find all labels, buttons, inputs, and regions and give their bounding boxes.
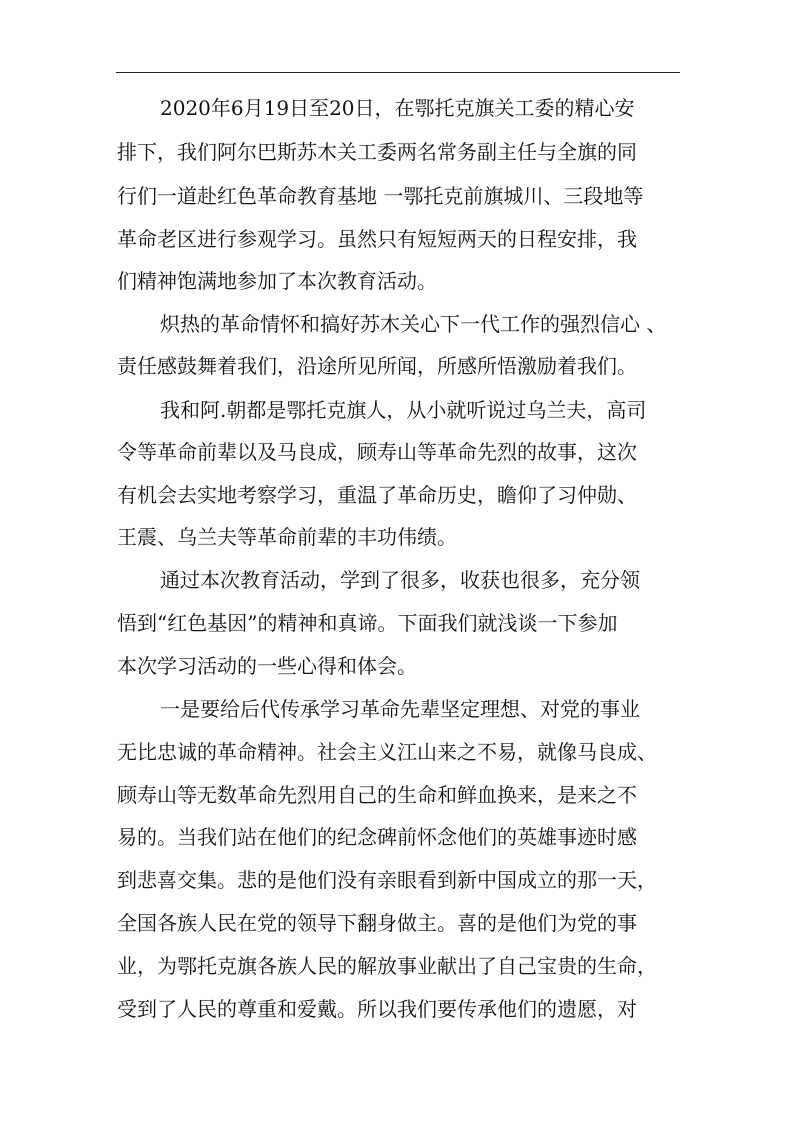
text-line: 王震、乌兰夫等革命前辈的丰功伟绩。 <box>117 525 457 549</box>
text-line: 业，为鄂托克旗各族人民的解放事业献出了自己宝贵的生命， <box>117 954 657 978</box>
text-line: 责任感鼓舞着我们，沿途所见所闻，所感所悟激励着我们。 <box>117 354 637 378</box>
text-line: 我和阿.朝都是鄂托克旗人，从小就听说过乌兰夫，高司 <box>160 398 647 422</box>
text-line: 全国各族人民在党的领导下翻身做主。喜的是他们为党的事 <box>117 911 637 935</box>
text-line: 顾寿山等无数革命先烈用自己的生命和鲜血换来，是来之不 <box>117 783 637 807</box>
text-line: 易的。当我们站在他们的纪念碑前怀念他们的英雄事迹时感 <box>117 825 637 849</box>
text-line: 革命老区进行参观学习。虽然只有短短两天的日程安排，我 <box>117 227 637 251</box>
text-line: 到悲喜交集。悲的是他们没有亲眼看到新中国成立的那一天， <box>117 868 657 892</box>
text-line: 排下，我们阿尔巴斯苏木关工委两名常务副主任与全旗的同 <box>117 140 637 164</box>
header-rule <box>116 72 680 73</box>
text-line: 一是要给后代传承学习革命先辈坚定理想、对党的事业 <box>160 697 640 721</box>
text-line: 们精神饱满地参加了本次教育活动。 <box>117 269 437 293</box>
text-line: 行们一道赴红色革命教育基地 一鄂托克前旗城川、三段地等 <box>117 184 644 208</box>
text-line: 受到了人民的尊重和爱戴。所以我们要传承他们的遗愿，对 <box>117 997 637 1021</box>
text-line: 悟到“红色基因”的精神和真谛。下面我们就浅谈一下参加 <box>117 611 618 635</box>
text-line: 无比忠诚的革命精神。社会主义江山来之不易，就像马良成、 <box>117 740 657 764</box>
text-line: 有机会去实地考察学习，重温了革命历史，瞻仰了习仲勋、 <box>117 483 637 507</box>
text-line: 本次学习活动的一些心得和体会。 <box>117 654 417 678</box>
text-line: 2020年6月19日至20日，在鄂托克旗关工委的精心安 <box>160 96 635 120</box>
text-line: 炽热的革命情怀和搞好苏木关心下一代工作的强烈信心 、 <box>160 312 667 336</box>
text-line: 通过本次教育活动，学到了很多，收获也很多，充分领 <box>160 568 640 592</box>
text-line: 令等革命前辈以及马良成，顾寿山等革命先烈的故事，这次 <box>117 440 637 464</box>
